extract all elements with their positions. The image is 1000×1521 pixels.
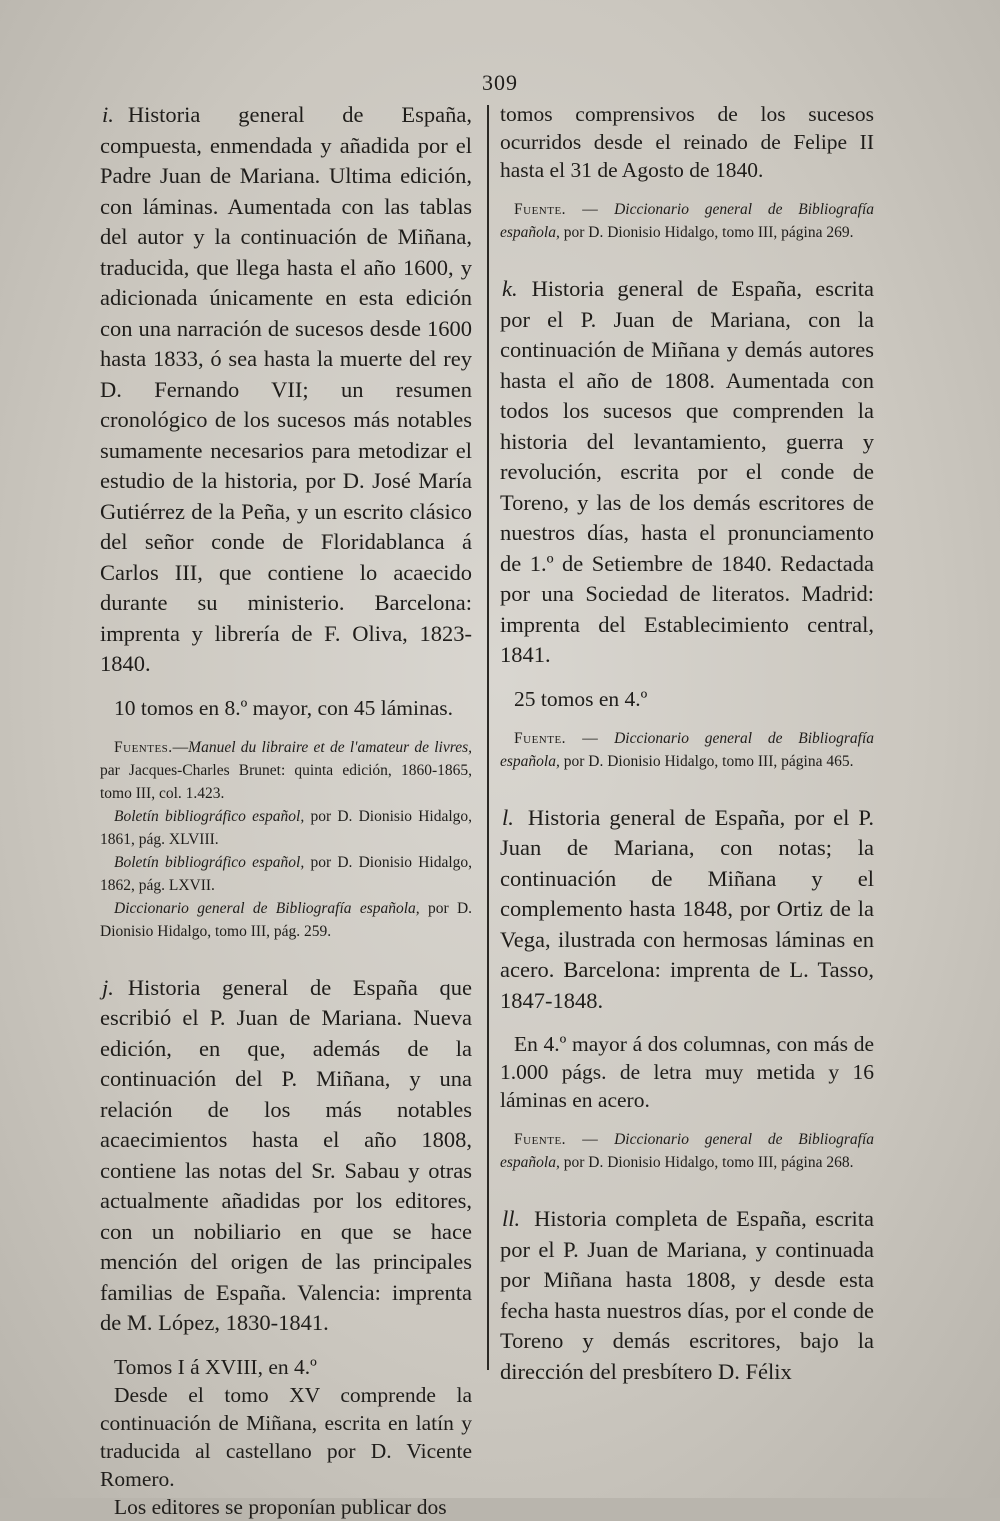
source-note xyxy=(500,1128,874,1174)
page-number: 309 xyxy=(482,70,518,95)
column-divider xyxy=(487,105,489,1370)
source-details: por D. Dionisio Hidalgo, tomo III, página 269. xyxy=(563,224,854,241)
source-title: Diccionario general de Bibliografía española, xyxy=(500,729,875,770)
source-title: Diccionario general de Bibliografía española, xyxy=(500,1131,875,1171)
source-details: por D. Dionisio Hidalgo, 1861, pág. XLVIII. xyxy=(100,807,473,848)
entry-format: Tomos I á XVIII, en 4.º xyxy=(114,1354,317,1379)
entry-letter: ll. xyxy=(502,1206,521,1231)
entry-letter: k. xyxy=(502,276,518,301)
entry-l xyxy=(500,803,874,1017)
entry-note: Los editores se proponían publicar dos xyxy=(114,1494,447,1519)
entry-text: Historia general de España, escrita por el P. Juan de Mariana, con la continuación de Miñana y demás autores hasta el año de 1808. Aumentada con todos los sucesos que comprenden la historia del levantamiento, guerra y revolución, escrita por el conde de Toreno, y las de los demás escritores de nuestros días, hasta el pronunciamento de 1.º de Setiembre de 1840. Redactada por una Sociedad de literatos. Madrid: imprenta del Establecimiento central, 1841. xyxy=(500,276,874,667)
source-details: por D. Dionisio Hidalgo, tomo III, página 465. xyxy=(563,752,854,770)
source-note xyxy=(100,851,472,897)
entry-note: Desde el tomo XV comprende la continuación de Miñana, escrita en latín y traducida al castellano por D. Vicente Romero. xyxy=(100,1382,472,1491)
continued-text: tomos comprensivos de los sucesos ocurridos desde el reinado de Felipe II hasta el 31 de Agosto de 1840. xyxy=(500,102,874,182)
entry-format: 10 tomos en 8.º mayor, con 45 láminas. xyxy=(114,695,454,720)
entry-j xyxy=(100,973,472,1339)
entry-format: 25 tomos en 4.º xyxy=(514,686,648,711)
entry-text: Historia general de España, compuesta, enmendada y añadida por el Padre Juan de Mariana. Ultima edición, con láminas. Aumentada con las tablas del autor y la continuación de Miñana, traducida, que llega hasta el año 1600, y adicionada únicamente en esta edición con una narración de sucesos desde 1600 hasta 1833, ó sea hasta la muerte del rey D. Fernando VII; un resumen cronológico de los sucesos más notables sumamente necesarios para metodizar el estudio de la historia, por D. José María Gutiérrez de la Peña, y un escrito clásico del señor conde de Floridablanca á Carlos III, que contiene lo acaecido durante su ministerio. Barcelona: imprenta y librería de F. Oliva, 1823-1840. xyxy=(100,102,472,676)
entry-k xyxy=(500,274,874,671)
source-details: por D. Dionisio Hidalgo, tomo III, página 268. xyxy=(563,1154,854,1171)
entry-text: Historia completa de España, escrita por el P. Juan de Mariana, y continuada por Miñana hasta 1808, y desde esta fecha hasta nuestros días, por el conde de Toreno y demás escritores, bajo la dirección del presbítero D. Félix xyxy=(500,1206,874,1384)
source-label: Fuentes. xyxy=(114,738,173,756)
source-title: Manuel du libraire et de l'amateur de livres, xyxy=(188,738,472,756)
entry-letter: l. xyxy=(502,804,514,830)
source-note xyxy=(100,805,472,851)
source-note: Fuentes.—Manuel du libraire et de l'amateur de livres, par Jacques-Charles Brunet: quinta edición, 1860-1865, tomo III, col. 1.423. xyxy=(100,738,472,802)
entry-letter: j. xyxy=(102,974,114,1000)
entry-format: En 4.º mayor á dos columnas, con más de 1.000 págs. de letra muy metida y 16 láminas en acero. xyxy=(500,1032,874,1112)
source-title: Boletín bibliográfico español, xyxy=(114,807,305,825)
entry-i xyxy=(100,100,472,680)
entry-letter: i. xyxy=(102,102,114,127)
source-details: por D. Dionisio Hidalgo, tomo III, pág. 259. xyxy=(100,899,473,940)
source-note xyxy=(500,198,874,244)
source-details: par Jacques-Charles Brunet: quinta edición, 1860-1865, tomo III, col. 1.423. xyxy=(100,761,472,802)
left-column xyxy=(100,100,472,1521)
source-title: Diccionario general de Bibliografía española, xyxy=(114,899,420,917)
right-column xyxy=(500,100,874,1387)
source-note xyxy=(500,727,874,773)
entry-ll xyxy=(500,1204,874,1387)
source-details: por D. Dionisio Hidalgo, 1862, pág. LXVII. xyxy=(100,853,473,894)
source-title: Boletín bibliográfico español, xyxy=(114,853,305,871)
source-label: Fuente. — xyxy=(514,729,599,747)
source-label: Fuente. — xyxy=(514,201,599,218)
source-title: Diccionario general de Bibliografía española, xyxy=(500,201,875,241)
entry-text: Historia general de España que escribió el P. Juan de Mariana. Nueva edición, en que, además de la continuación del P. Miñana, y una relación de los más notables acaecimientos hasta el año 1808, contiene las notas del Sr. Sabau y otras actualmente añadidas por los editores, con un nobiliario en que se hace mención del origen de las principales familias de España. Valencia: imprenta de M. López, 1830-1841. xyxy=(100,974,472,1335)
entry-text: Historia general de España, por el P. Juan de Mariana, con notas; la continuación de Miñana y el complemento hasta 1848, por Ortiz de la Vega, ilustrada con hermosas láminas en acero. Barcelona: imprenta de L. Tasso, 1847-1848. xyxy=(500,804,874,1013)
source-label: Fuente. — xyxy=(514,1131,599,1148)
source-note xyxy=(100,897,472,943)
